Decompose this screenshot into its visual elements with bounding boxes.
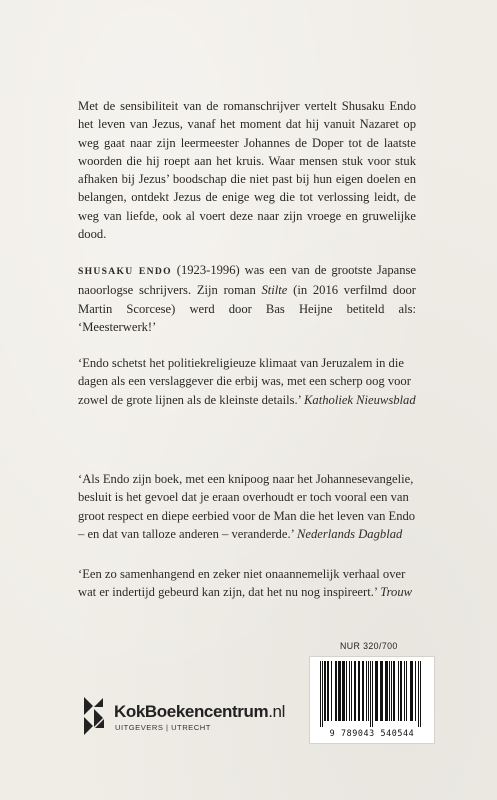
publisher-name-suffix: .nl [268,702,285,721]
barcode-digits: 9 789043 540544 [329,728,415,738]
quote-source: Katholiek Nieuwsblad [304,392,416,407]
barcode-bars [318,661,426,727]
quote-source: Trouw [380,585,413,600]
publisher-subline: UITGEVERS | UTRECHT [115,723,211,732]
publisher-name [114,702,285,722]
quote-text: ‘Een zo samenhangend en zeker niet onaannemelijk verhaal over wat er indertijd gebeurd kan zijn, dat het nu nog inspireert.’ [78,567,406,600]
novel-title: Stilte [261,283,288,298]
review-quote-3 [78,565,416,602]
review-quote-2 [78,470,416,543]
review-quote-1 [78,354,416,409]
blurb-paragraph: Met de sensibiliteit van de romanschrijver vertelt Shusaku Endo het leven van Jezus, vanaf het moment dat hij vanuit Nazaret op weg gaat naar zijn leermeester Johannes de Doper tot de laatste woorden die hij roept aan het kruis. Waar mensen stuk voor stuk afhaken bij Jezus’ boodschap die niet past bij hun eigen doelen en belangen, ontdekt Jezus de enige weg die tot verlossing leidt, de weg van liefde, ook al voert deze naar zijn vroege en gruwelijke dood. [78,99,416,242]
author-bio [78,261,416,336]
author-name: SHUSAKU ENDO [78,266,172,277]
quote-source: Nederlands Dagblad [297,526,403,541]
publisher-name-bold: KokBoekencentrum [114,702,269,721]
quote-text: ‘Als Endo zijn boek, met een knipoog naar het Johannesevangelie, besluit is het gevoel dat je eraan overhoudt er toch vooral een van groot respect en diepe eerbied voor de Man die het leven van Endo – en dat van talloze anderen – veranderde.’ [78,472,416,541]
quote-text: ‘Endo schetst het politiekreligieuze klimaat van Jeruzalem in die dagen als een verslaggever die erbij was, met een scherp oog voor zowel de grote lijnen als de kleinste details.’ [78,356,411,407]
author-bio-text-2: (in 2016 verfilmd door Martin Scorcese) werd door Bas Heijne betiteld als: ‘Meesterwerk!’ [78,283,416,334]
kokboekencentrum-logo-icon [80,693,110,737]
publisher-logo [80,693,330,737]
nur-code: NUR 320/700 [340,641,398,651]
author-bio-text-1: (1923-1996) was een van de grootste Japanse naoorlogse schrijvers. Zijn roman [78,263,416,298]
